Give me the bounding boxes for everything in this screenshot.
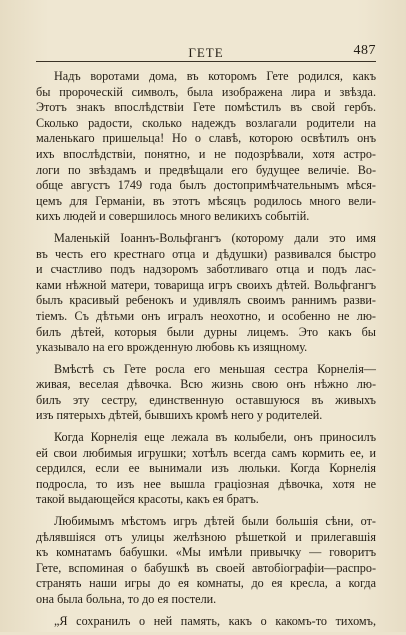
text-line: Этотъ знакъ впослѣдствiи Гете помѣстилъ въ свой гербъ. <box>36 100 376 115</box>
text-line: бы пророческiй символъ, была изображена лира и звѣзда. <box>36 84 376 99</box>
text-line: былъ красивый ребенокъ и удивлялъ своимъ раннимъ разви- <box>36 293 376 308</box>
text-line: Когда Корнелiя еще лежала въ колыбели, онъ приносилъ <box>54 430 376 445</box>
running-title: ГЕТЕ <box>188 45 224 60</box>
text-line: билъ эту сестру, единственную оставшуюся въ живыхъ <box>36 392 376 407</box>
text-line: въ честь его крестнаго отца и дѣдушки) развивался быстро <box>36 246 376 261</box>
text-line: странять наши игры до ея комнаты, до ея кресла, а когда <box>36 576 376 591</box>
text-line: ками нѣжной матери, товарища игръ своихъ дѣтей. Вольфгангъ <box>36 277 376 292</box>
running-header <box>36 39 376 62</box>
text-line: такой выдающейся красоты, какъ ея братъ. <box>36 492 259 507</box>
text-line: Вмѣстѣ съ Гете росла его меньшая сестра Корнелiя— <box>54 361 376 376</box>
paragraph <box>36 362 376 424</box>
text-line: къ комнатамъ бабушки. «Мы имѣли привычку — говоритъ <box>36 545 376 560</box>
text-line: ей свои любимыя игрушки; хотѣлъ всегда самъ кормить ее, и <box>36 445 376 460</box>
text-line: дѣлявшiяся отъ улицы желѣзною рѣшеткой и прилегавшiя <box>36 529 376 544</box>
page-body-text <box>36 69 376 635</box>
text-line: живая, веселая дѣвочка. Всю жизнь свою онъ нѣжно лю- <box>36 377 376 392</box>
text-line: Сколько радости, сколько надеждъ возлагали родители на <box>36 115 376 130</box>
text-line: кихъ людей и совершилось много великихъ событiй. <box>36 209 310 224</box>
text-line: Гете, вспоминая о бабушкѣ въ своей автобiографiи—распро- <box>36 560 376 575</box>
text-line: Любимымъ мѣстомъ игръ дѣтей были большiя сѣни, от- <box>54 514 376 529</box>
text-line: Надъ воротами дома, въ которомъ Гете родился, какъ <box>54 69 376 83</box>
text-line: изъ пятерыхъ дѣтей, бывшихъ кромѣ него у родителей. <box>36 408 323 423</box>
text-line: обще августъ 1749 года былъ достопримѣчательнымъ мѣся- <box>36 178 376 193</box>
text-line: цемъ для Германiи, въ этотъ мѣсяцъ родилось много вели- <box>36 193 376 208</box>
page-number: 487 <box>353 43 376 58</box>
text-line: ихъ впослѣдствiи, понятно, и не подозрѣвали, хотя астро- <box>36 146 376 161</box>
paragraph <box>36 69 376 225</box>
text-line: логи по звѣздамъ и предвѣщали его будущее величiе. Во- <box>36 162 376 177</box>
text-line: Маленькiй Iоаннъ-Вольфгангъ (которому дали это имя <box>54 230 376 245</box>
text-line: сердился, если ее вынимали изъ люльки. Когда Корнелiя <box>36 461 376 476</box>
text-line: билъ дѣтей, которыя были дурны лицемъ. Это какъ бы <box>36 324 376 339</box>
text-line: и счастливо подъ надзоромъ заботливаго отца и подъ лас- <box>36 262 376 277</box>
paragraph <box>36 430 376 508</box>
text-line: „Я сохранилъ о ней память, какъ о какомъ-то тихомъ, <box>54 613 376 628</box>
text-line: маленькаго пришельца! Но о славѣ, которою освѣтилъ онъ <box>36 131 376 146</box>
paragraph <box>36 614 376 630</box>
text-line: она была больна, то до ея постели. <box>36 592 217 606</box>
text-line: указывало на его врожденную любовь къ изящному. <box>36 340 308 355</box>
paragraph <box>36 514 376 608</box>
text-line: подросла, то изъ нее вышла грацiозная дѣвочка, хотя не <box>36 476 376 491</box>
text-line: тiемъ. Съ дѣтьми онъ игралъ неохотно, и особенно не лю- <box>36 308 376 323</box>
paragraph <box>36 231 376 356</box>
